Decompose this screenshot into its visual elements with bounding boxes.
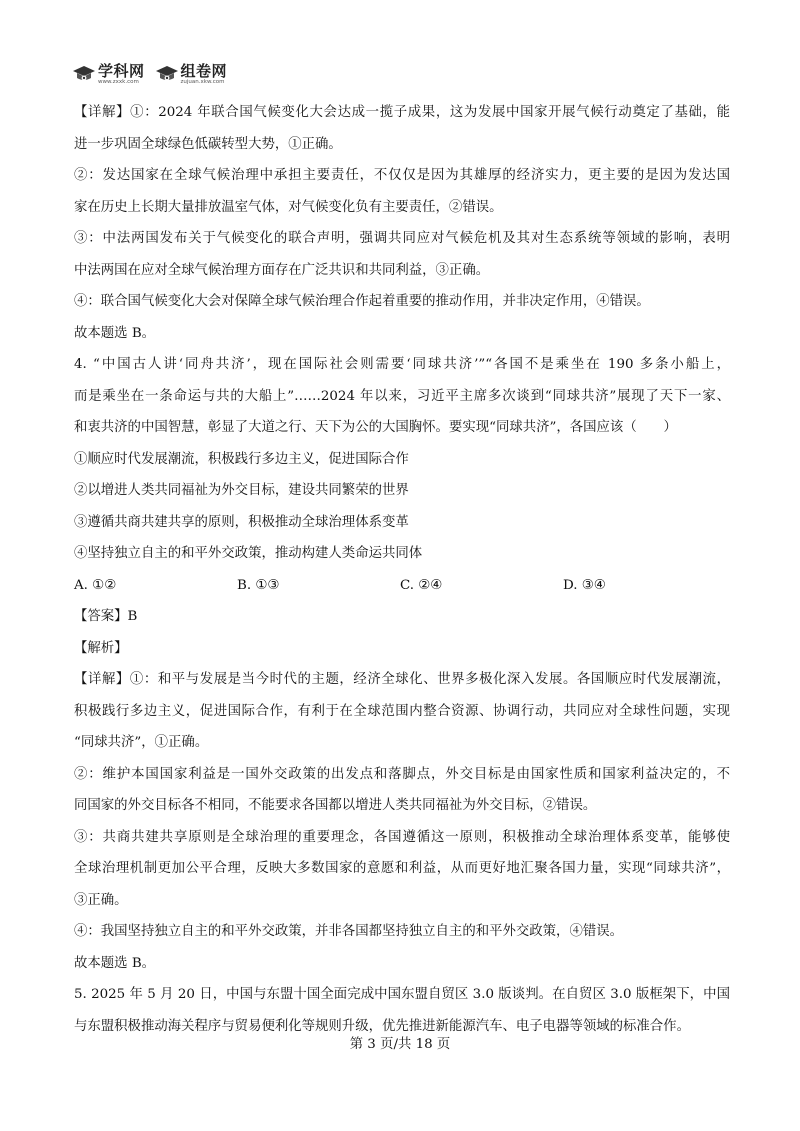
- text-line: ④：我国坚持独立自主的和平外交政策，并非各国都坚持独立自主的和平外交政策，④错误。: [74, 924, 624, 939]
- page-content: [74, 97, 730, 1042]
- text-line: ③：中法两国发布关于气候变化的联合声明，强调共同应对气候危机及其对生态系统等领域的影响，表明: [74, 231, 730, 246]
- text-line: 积极践行多边主义，促进国际合作，有利于在全球范围内整合资源、协调行动，共同应对全球性问题，实现: [74, 703, 730, 719]
- text-line: 同国家的外交目标各不相同，不能要求各国都以增进人类共同福祉为外交目标，②错误。: [74, 798, 597, 813]
- logo-name: 学科网: [98, 62, 145, 80]
- option-a: A. ①②: [74, 577, 117, 593]
- question-stem-line: 和衷共济的中国智慧，彰显了大道之行、天下为公的大国胸怀。要实现“同球共济”，各国应该（ ）: [74, 420, 677, 435]
- text-line: 【详解】①：2024 年联合国气候变化大会达成一揽子成果，这为发展中国家开展气候行动奠定了基础，能: [74, 105, 730, 120]
- text-line: ②：维护本国国家利益是一国外交政策的出发点和落脚点，外交目标是由国家性质和国家利益决定的，不: [74, 766, 730, 782]
- text-line: 故本题选 B。: [74, 325, 156, 341]
- statement-item: ④坚持独立自主的和平外交政策，推动构建人类命运共同体: [74, 546, 423, 561]
- text-line: ④：联合国气候变化大会对保障全球气候治理合作起着重要的推动作用，并非决定作用，④错误。: [74, 294, 650, 309]
- zujuan-logo: [155, 63, 228, 85]
- logo-name: 组卷网: [180, 62, 228, 80]
- text-line: ②：发达国家在全球气候治理中承担主要责任，不仅仅是因为其雄厚的经济实力，更主要的是因为发达国: [74, 168, 730, 183]
- text-line: ③：共商共建共享原则是全球治理的重要理念，各国遵循这一原则，积极推动全球治理体系变革，能够使: [74, 829, 730, 845]
- statement-item: ③遵循共商共建共享的原则，积极推动全球治理体系变革: [74, 514, 409, 530]
- text-line: 进一步巩固全球绿色低碳转型大势，①正确。: [74, 136, 342, 152]
- question-stem-line: 与东盟积极推动海关程序与贸易便利化等规则升级，优先推进新能源汽车、电子电器等领域的标准合作。: [74, 1018, 690, 1034]
- statement-item: ①顺应时代发展潮流，积极践行多边主义，促进国际合作: [74, 451, 409, 467]
- question-stem-line: 4. “中国古人讲‘同舟共济’，现在国际社会则需要‘同球共济’”“各国不是乘坐在 190 多条小船上，: [74, 357, 730, 372]
- page-number: 第 3 页/共 18 页: [349, 1037, 451, 1052]
- text-line: “同球共济”，①正确。: [74, 735, 209, 750]
- text-line: 全球治理机制更加公平合理，反映大多数国家的意愿和利益，从而更好地汇聚各国力量，实现“同球共济”，: [74, 861, 730, 876]
- graduation-cap-icon: [155, 64, 179, 84]
- analysis-label: 【解析】: [74, 640, 128, 656]
- question-stem-line: 5. 2025 年 5 月 20 日，中国与东盟十国全面完成中国东盟自贸区 3.0 版谈判。在自贸区 3.0 版框架下，中国: [74, 987, 730, 1002]
- question-stem-line: 而是乘坐在一条命运与共的大船上”……2024 年以来，习近平主席多次谈到“同球共济”展现了天下一家、: [74, 388, 730, 404]
- graduation-cap-icon: [72, 64, 96, 84]
- option-c: C. ②④: [400, 577, 443, 593]
- option-d: D. ③④: [563, 577, 606, 593]
- answer-label: 【答案】B: [74, 609, 138, 624]
- xkw-logo: [72, 63, 145, 85]
- logo-url: www.zxxk.com: [98, 79, 139, 85]
- statement-item: ②以增进人类共同福祉为外交目标，建设共同繁荣的世界: [74, 483, 409, 498]
- text-line: 中法两国在应对全球气候治理方面存在广泛共识和共同利益，③正确。: [74, 262, 490, 278]
- text-line: 故本题选 B。: [74, 955, 156, 971]
- answer-options: [74, 570, 730, 602]
- header-logos: [72, 60, 237, 88]
- text-line: 【详解】①：和平与发展是当今时代的主题，经济全球化、世界多极化深入发展。各国顺应时代发展潮流，: [74, 672, 730, 687]
- option-b: B. ①③: [237, 577, 280, 593]
- text-line: ③正确。: [74, 892, 128, 908]
- logo-url: zujuan.xkw.com: [180, 79, 225, 85]
- text-line: 家在历史上长期大量排放温室气体，对气候变化负有主要责任，②错误。: [74, 199, 503, 215]
